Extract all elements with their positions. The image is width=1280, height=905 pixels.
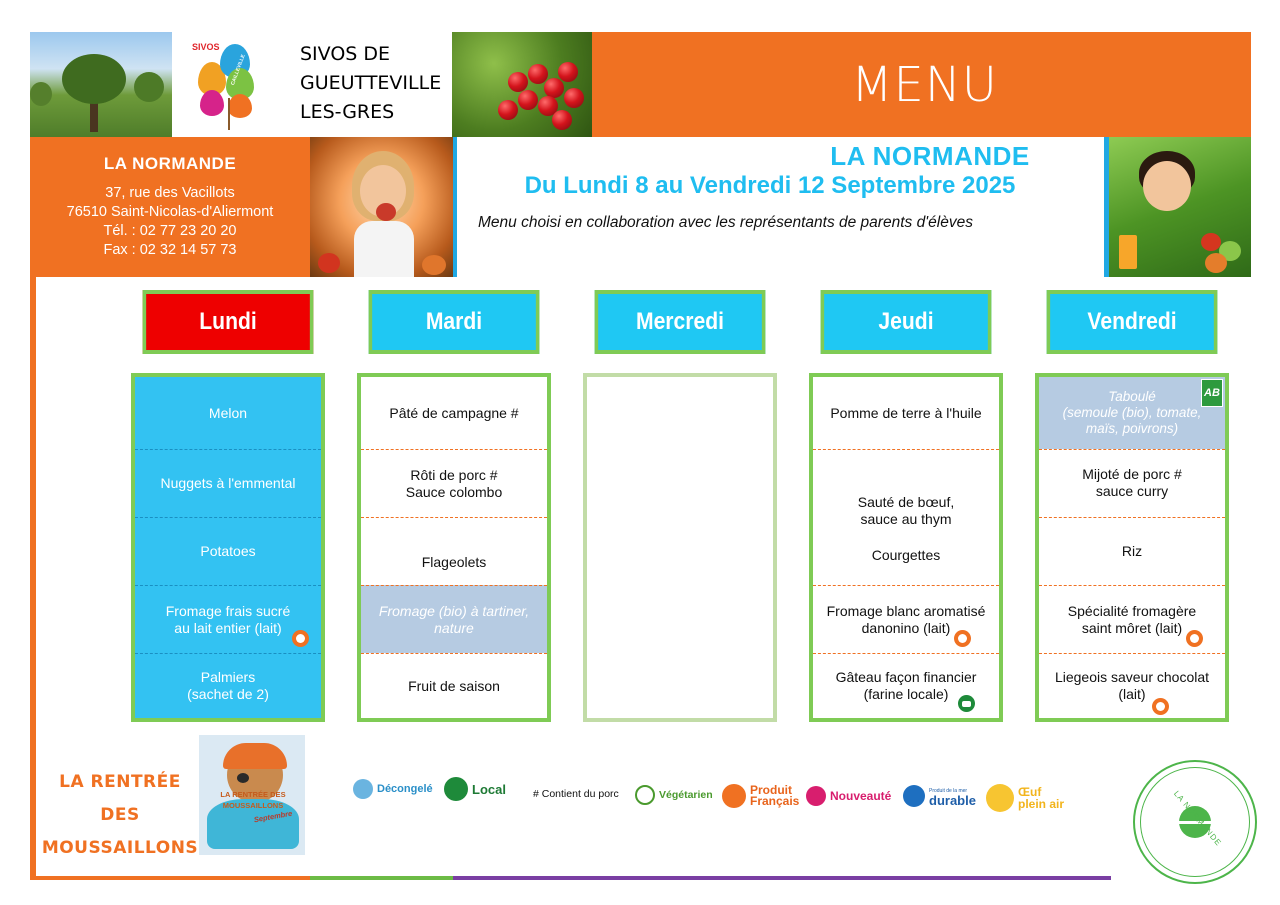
nouveaute-icon (806, 786, 826, 806)
sivos-logo-label: SIVOS (192, 42, 220, 52)
rentree-illustration (199, 735, 305, 855)
menu-item: Flageolets (361, 517, 547, 585)
legend-porc: # Contient du porc (533, 788, 619, 800)
title-accent-bar-left (453, 137, 457, 277)
menu-item: Courgettes (871, 546, 941, 563)
menu-item: Melon (135, 377, 321, 449)
menu-item: Gâteau façon financier (farine locale) (813, 653, 999, 718)
contact-block (30, 137, 310, 277)
menu-item: Riz (1039, 517, 1225, 585)
menu-item: Liegeois saveur chocolat (lait) (1039, 653, 1225, 718)
contact-address: 37, rue des Vacillots (105, 185, 235, 201)
day-column-mardi (357, 373, 551, 722)
menu-item: Mijoté de porc # sauce curry (1039, 449, 1225, 517)
day-column-lundi (131, 373, 325, 722)
egg-icon (986, 784, 1014, 812)
brand-title: LA NORMANDE (830, 141, 1030, 171)
legend-vegetarien: Végétarien (635, 785, 713, 805)
legend-nouveaute: Nouveauté (806, 786, 891, 806)
cailleville-logo-label: CAILLEVILLE (230, 53, 247, 87)
menu-item: Spécialité fromagère saint môret (lait) (1039, 585, 1225, 653)
day-column-vendredi (1035, 373, 1229, 722)
cherries-photo (452, 32, 592, 137)
legend-decongele: Décongelé (353, 779, 433, 799)
page-edge-left (30, 277, 36, 880)
org-name-line: SIVOS DE (300, 43, 391, 65)
menu-item: Sauté de bœuf, sauce au thym (813, 449, 999, 585)
day-header-label: Jeudi (878, 308, 934, 335)
day-header-label: Mercredi (635, 308, 725, 335)
footer-line-green (310, 876, 453, 880)
rentree-title (40, 766, 200, 865)
date-range-title: Du Lundi 8 au Vendredi 12 Septembre 2025 (524, 172, 1016, 199)
day-header-label: Vendredi (1087, 308, 1177, 335)
org-name (300, 40, 452, 127)
org-name-line: GUEUTTEVILLE (300, 72, 442, 94)
menu-item: Fromage blanc aromatisé danonino (lait) (813, 585, 999, 653)
rentree-illustration-text: LA RENTRÉE DES MOUSSAILLONS Septembre (220, 790, 293, 825)
menu-item: Fromage (bio) à tartiner, nature (361, 585, 547, 653)
local-icon (958, 695, 975, 712)
local-icon (444, 777, 468, 801)
day-header-mercredi (595, 290, 766, 354)
day-header-vendredi (1047, 290, 1218, 354)
agriculture-bio-icon: AB (1201, 379, 1223, 407)
stamp-text: LA NORMANDE (1171, 789, 1224, 848)
legend-oeuf-plein-air: Œuf plein air (986, 784, 1064, 812)
rentree-title-line: LA RENTRÉE DES (59, 772, 181, 825)
legend-produit-francais: Produit Français (722, 784, 799, 808)
day-column-jeudi (809, 373, 1003, 722)
produit-francais-icon (1152, 698, 1169, 715)
day-header-label: Mardi (425, 308, 483, 335)
menu-banner: MENU (592, 32, 1251, 137)
menu-item: Palmiers (sachet de 2) (135, 653, 321, 718)
wave-icon (903, 785, 925, 807)
menu-item: Pomme de terre à l'huile (830, 404, 982, 421)
orchard-photo (30, 32, 172, 137)
boy-juice-photo (1109, 137, 1251, 277)
contact-phone: Tél. : 02 77 23 20 20 (103, 223, 237, 239)
contact-fax: Fax : 02 32 14 57 73 (103, 242, 237, 258)
contact-title: LA NORMANDE (103, 154, 237, 173)
menu-item: Fruit de saison (361, 653, 547, 718)
produit-francais-icon (292, 630, 309, 647)
girl-apple-photo (310, 137, 453, 277)
legend-peche-durable: Produit de la mer durable (903, 785, 976, 807)
menu-item: Nuggets à l'emmental (135, 449, 321, 517)
menu-item: Potatoes (135, 517, 321, 585)
org-name-line: LES-GRES (300, 101, 395, 123)
rentree-title-line: MOUSSAILLONS (41, 838, 199, 858)
menu-item: Rôti de porc # Sauce colombo (361, 449, 547, 517)
contact-city: 76510 Saint-Nicolas-d'Aliermont (66, 204, 274, 220)
day-header-jeudi (821, 290, 992, 354)
legend-local: Local (444, 777, 506, 801)
menu-item: Fromage frais sucré au lait entier (lait) (135, 585, 321, 653)
la-normande-stamp (1133, 760, 1257, 884)
produit-francais-icon (1186, 630, 1203, 647)
snowflake-icon (353, 779, 373, 799)
menu-subtitle: Menu choisi en collaboration avec les représentants de parents d'élèves (478, 214, 973, 231)
day-header-mardi (369, 290, 540, 354)
menu-item: Pâté de campagne # (389, 404, 519, 421)
leaf-icon (635, 785, 655, 805)
day-column-mercredi (583, 373, 777, 722)
sivos-logo (192, 38, 258, 128)
day-header-label: Lundi (199, 308, 257, 335)
day-header-lundi (143, 290, 314, 354)
footer-line-purple (453, 876, 1111, 880)
menu-item: Taboulé (semoule (bio), tomate, maïs, poivrons) AB (1039, 377, 1225, 449)
france-icon (722, 784, 746, 808)
footer-line-orange (30, 876, 310, 880)
produit-francais-icon (954, 630, 971, 647)
